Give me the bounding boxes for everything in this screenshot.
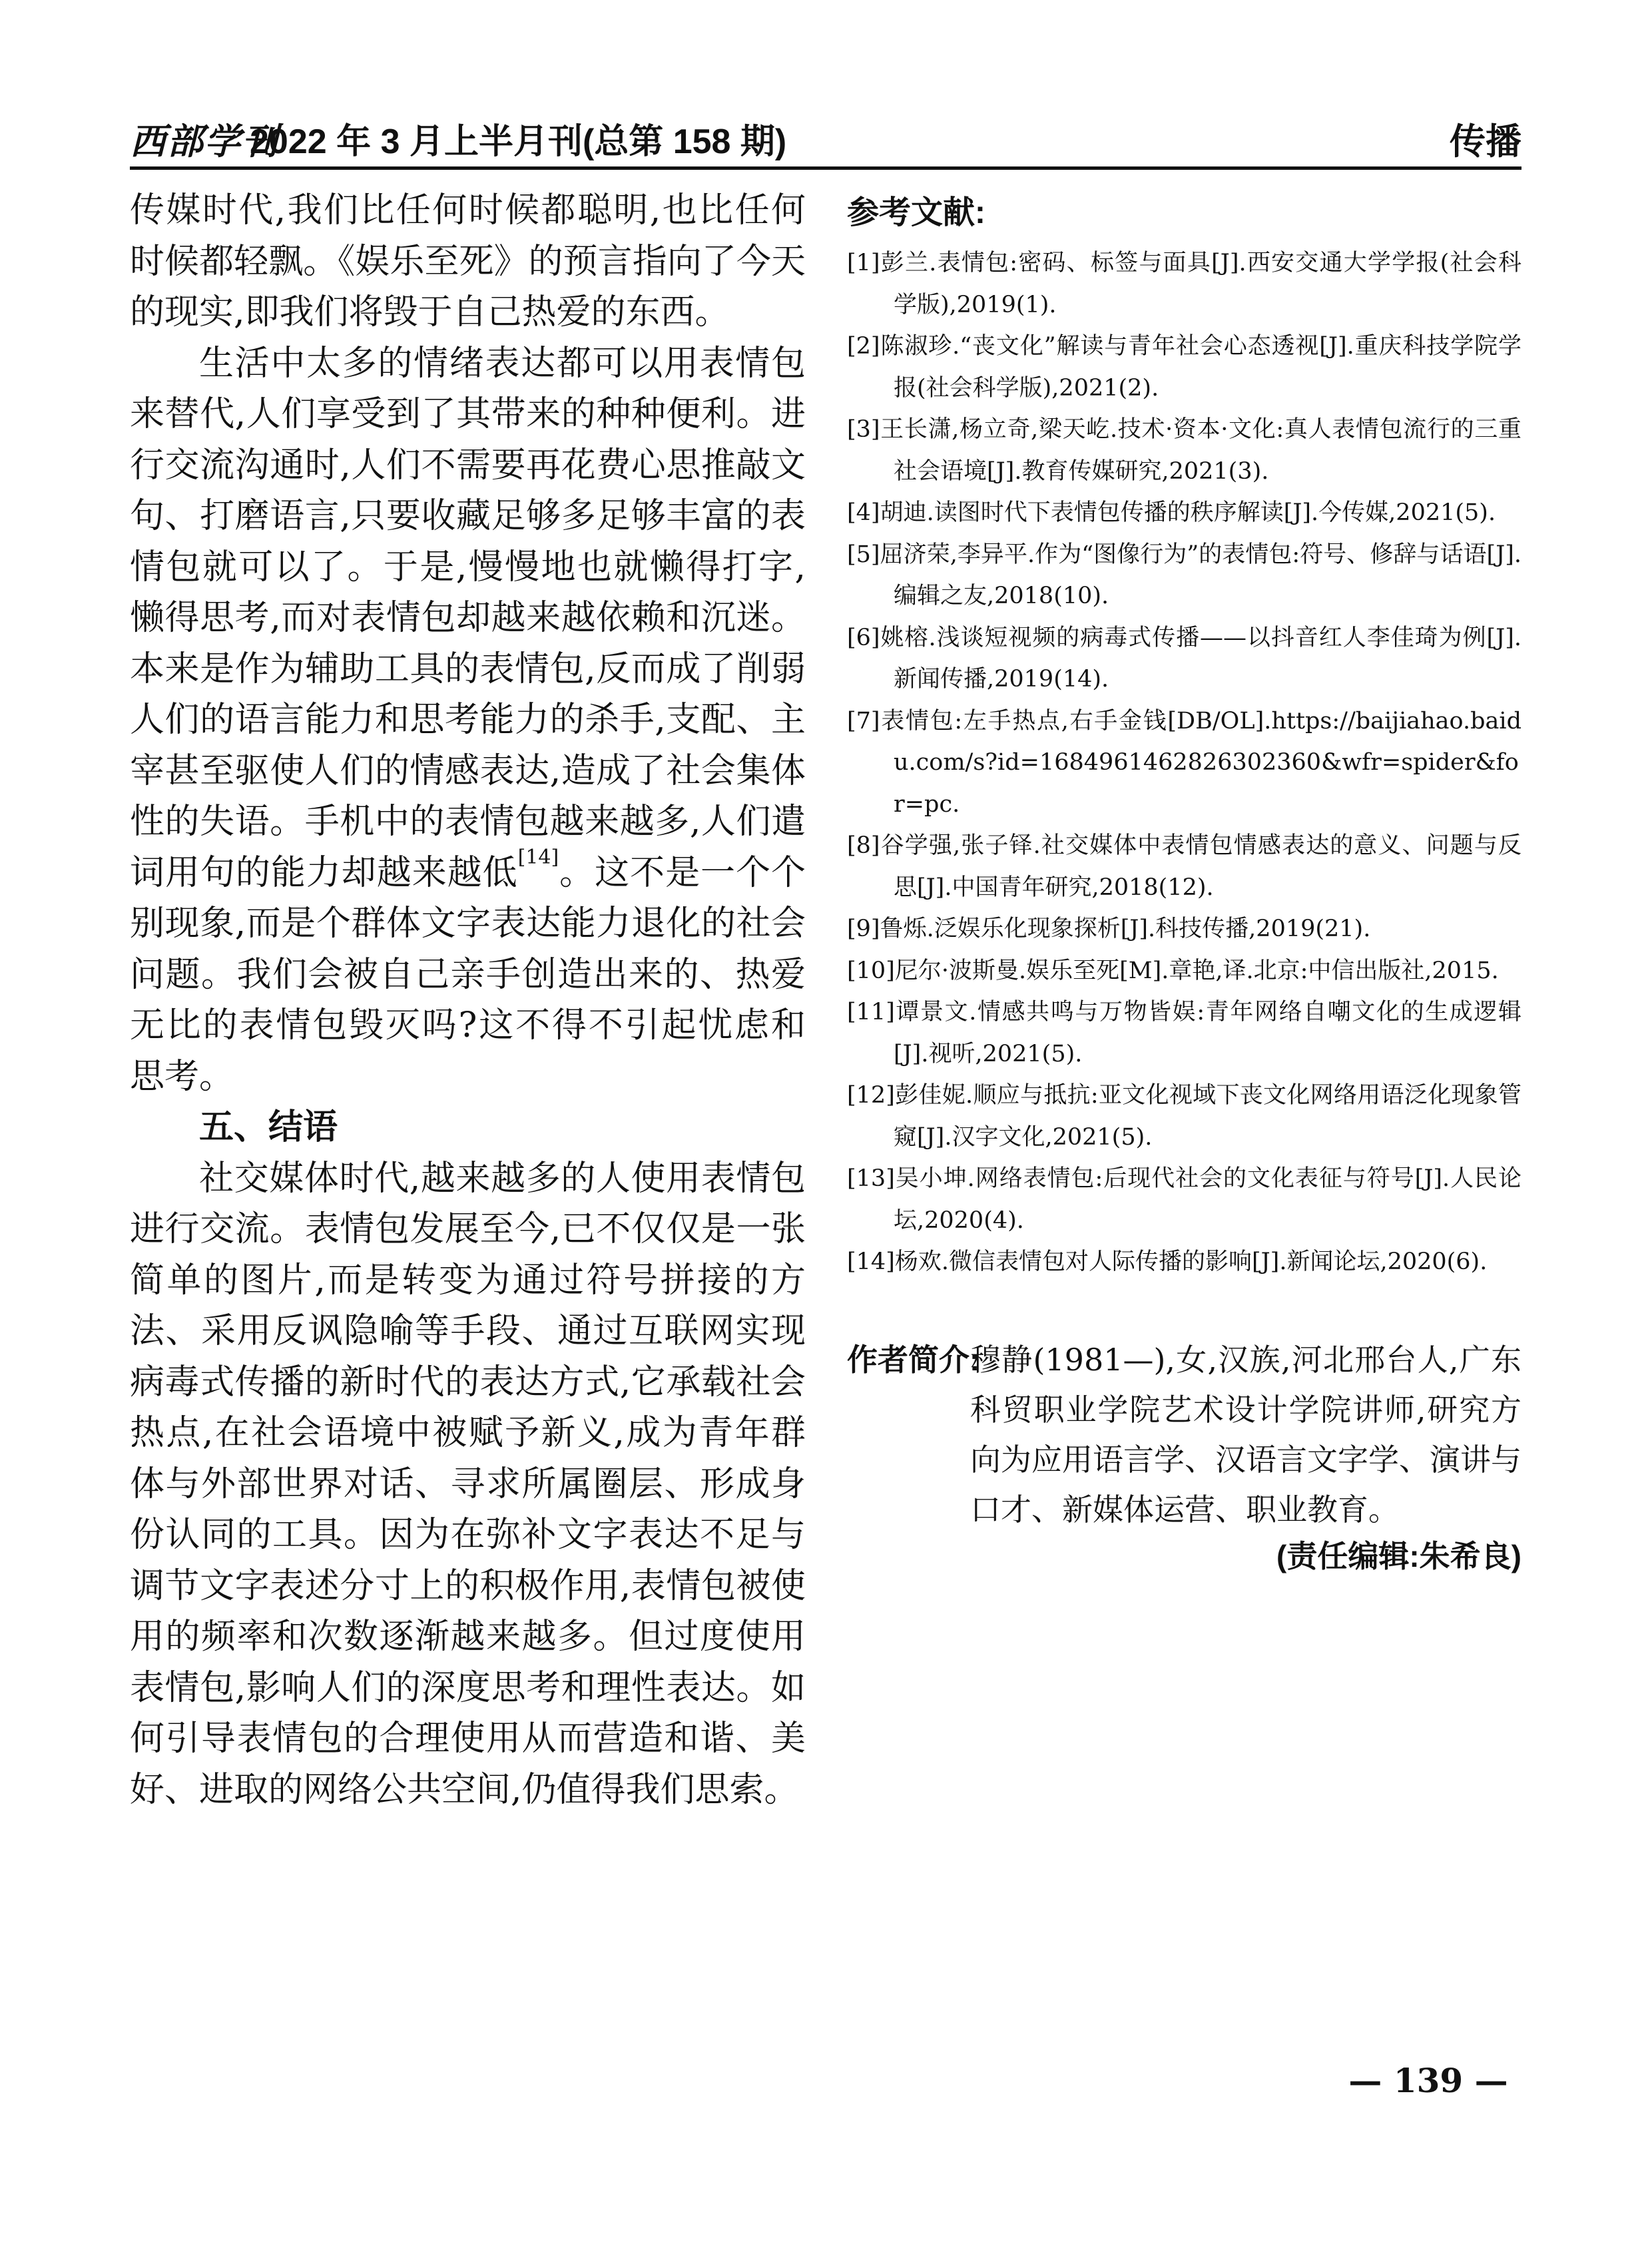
reference-item: [10]尼尔·波斯曼.娱乐至死[M].章艳,译.北京:中信出版社,2015. <box>847 957 1499 984</box>
reference-item: [3]王长潇,杨立奇,梁天屹.技术·资本·文化:真人表情包流行的三重社会语境[J].教育传媒研究,2021(3). <box>847 416 1521 485</box>
responsible-editor: (责任编辑:朱希良) <box>1276 1539 1521 1573</box>
reference-item: [6]姚榕.浅谈短视频的病毒式传播——以抖音红人李佳琦为例[J].新闻传播,2019(14). <box>847 624 1521 693</box>
journal-logo: 西部学刊 <box>130 120 279 162</box>
reference-item: [1]彭兰.表情包:密码、标签与面具[J].西安交通大学学报(社会科学版),2019(1). <box>847 250 1521 318</box>
reference-item: [7]表情包:左手热点,右手金钱[DB/OL].https://baijiahao.baidu.com/s?id=1684961462826302360&wfr=spider&for=pc. <box>847 707 1521 818</box>
section-name: 传播 <box>1450 122 1521 162</box>
paragraph-2-text: 生活中太多的情绪表达都可以用表情包来替代,人们享受到了其带来的种种便利。进行交流沟通时,人们不需要再花费心思推敲文句、打磨语言,只要收藏足够多足够丰富的表情包就可以了。于是,慢慢地也就懒得打字,懒得思考,而对表情包却越来越依赖和沉迷。本来是作为辅助工具的表情包,反而成了削弱人们的语言能力和思考能力的杀手,支配、主宰甚至驱使人们的情感表达,造成了社会集体性的失语。手机中的表情包越来越多,人们遣词用句的能力却越来越低 <box>130 343 806 893</box>
header-rule <box>130 166 1521 170</box>
reference-item: [12]彭佳妮.顺应与抵抗:亚文化视域下丧文化网络用语泛化现象管窥[J].汉字文化,2021(5). <box>847 1082 1521 1151</box>
paragraph-2-end: 。这不是一个个别现象,而是个群体文字表达能力退化的社会问题。我们会被自己亲手创造出来的、热爱无比的表情包毁灭吗?这不得不引起忧虑和思考。 <box>130 852 806 1097</box>
references-heading: 参考文献: <box>847 195 985 230</box>
page-number: — 139 — <box>1348 2061 1508 2100</box>
reference-item: [2]陈淑珍.“丧文化”解读与青年社会心态透视[J].重庆科技学院学报(社会科学版),2021(2). <box>847 333 1521 402</box>
paragraph-3: 社交媒体时代,越来越多的人使用表情包进行交流。表情包发展至今,已不仅仅是一张简单的图片,而是转变为通过符号拼接的方法、采用反讽隐喻等手段、通过互联网实现病毒式传播的新时代的表达方式,它承载社会热点,在社会语境中被赋予新义,成为青年群体与外部世界对话、寻求所属圈层、形成身份认同的工具。因为在弥补文字表达不足与调节文字表述分寸上的积极作用,表情包被使用的频率和次数逐渐越来越多。但过度使用表情包,影响人们的深度思考和理性表达。如何引导表情包的合理使用从而营造和谐、美好、进取的网络公共空间,仍值得我们思索。 <box>130 1158 806 1810</box>
body-text-column <box>130 185 806 1815</box>
section-heading: 五、结语 <box>199 1108 338 1147</box>
author-bio <box>847 1335 1521 1535</box>
reference-item: [14]杨欢.微信表情包对人际传播的影响[J].新闻论坛,2020(6). <box>847 1249 1488 1275</box>
reference-item: [5]屈济荣,李异平.作为“图像行为”的表情包:符号、修辞与话语[J].编辑之友,2018(10). <box>847 541 1521 609</box>
citation-marker: [14] <box>517 845 559 869</box>
author-label: 作者简介: <box>847 1342 980 1377</box>
reference-item: [4]胡迪.读图时代下表情包传播的秩序解读[J].今传媒,2021(5). <box>847 499 1496 526</box>
reference-item: [11]谭景文.情感共鸣与万物皆娱:青年网络自嘲文化的生成逻辑[J].视听,2021(5). <box>847 999 1521 1067</box>
reference-item: [13]吴小坤.网络表情包:后现代社会的文化表征与符号[J].人民论坛,2020(4). <box>847 1165 1521 1234</box>
reference-item: [9]鲁烁.泛娱乐化现象探析[J].科技传播,2019(21). <box>847 916 1371 942</box>
paragraph-1: 传媒时代,我们比任何时候都聪明,也比任何时候都轻飘。《娱乐至死》的预言指向了今天的现实,即我们将毁于自己热爱的东西。 <box>130 190 806 332</box>
references-column <box>847 193 1521 1283</box>
paragraph-2 <box>130 338 806 1103</box>
reference-list <box>847 242 1521 1283</box>
page-header <box>130 113 1521 166</box>
reference-item: [8]谷学强,张子铎.社交媒体中表情包情感表达的意义、问题与反思[J].中国青年研究,2018(12). <box>847 832 1521 901</box>
issue-info: 2022 年 3 月上半月刊(总第 158 期) <box>250 123 787 161</box>
author-text: 穆静(1981—),女,汉族,河北邢台人,广东科贸职业学院艺术设计学院讲师,研究方向为应用语言学、汉语言文字学、演讲与口才、新媒体运营、职业教育。 <box>970 1342 1521 1528</box>
